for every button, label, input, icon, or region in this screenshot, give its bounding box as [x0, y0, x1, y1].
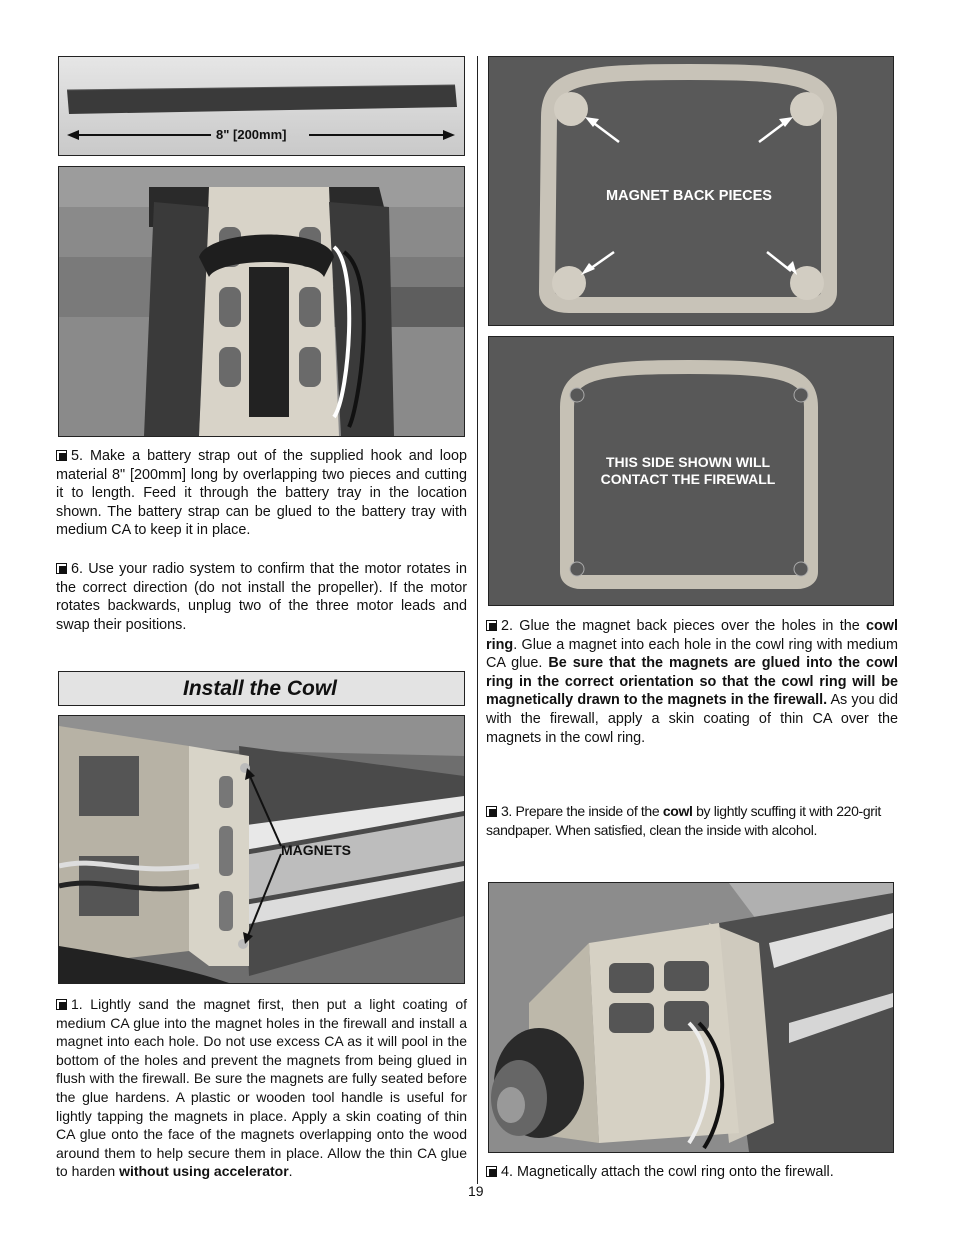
column-divider: [477, 56, 478, 1184]
magnet-back-pieces-label: MAGNET BACK PIECES: [606, 188, 772, 204]
section-title: Install the Cowl: [183, 677, 338, 700]
step-1-text: 1. Lightly sand the magnet first, then put a light coating of medium CA glue into the magnet holes in the firewall and install a magnet into each hole. Do not use excess CA as it will pool in the bottom of the holes and prevent the magnets from being glued in flush with the firewall. Be sure the magnets are fully seated before the glue hardens. A plastic or wooden tool handle is useful for lightly tapping the magnets in place. Apply a skin coating of thin CA glue onto the face of the magnets overlapping onto the wood around them to help secure them in place. Allow the thin CA glue to harden without using accelerator.: [56, 996, 467, 1180]
photo-magnet-back-pieces: [488, 56, 894, 326]
photo-firewall-side: [488, 336, 894, 606]
page-number: 19: [468, 1183, 484, 1199]
photo-cowl-ring-attached: [488, 882, 894, 1153]
cowl-attached-illustration: [489, 883, 893, 1152]
step-1-checkbox-icon[interactable]: [56, 999, 67, 1010]
firewall-side-label-line1: THIS SIDE SHOWN WILL: [605, 454, 771, 470]
firewall-illustration: [59, 716, 464, 983]
step-6-checkbox-icon[interactable]: [56, 563, 67, 574]
magnets-label: MAGNETS: [281, 842, 351, 858]
step-5-checkbox-icon[interactable]: [56, 450, 67, 461]
firewall-side-label-line2: CONTACT THE FIREWALL: [600, 471, 776, 487]
step-2-checkbox-icon[interactable]: [486, 620, 497, 631]
section-heading: [58, 671, 465, 706]
cowl-ring-back-illustration: [489, 57, 893, 325]
battery-tray-illustration: [59, 167, 464, 436]
cowl-ring-front-illustration: [489, 337, 893, 605]
step-6-text: 6. Use your radio system to confirm that the motor rotates in the correct direction (do not install the propeller). If the motor rotates backwards, unplug two of the three motor leads and swap their positions.: [56, 561, 467, 633]
step-3-text: 3. Prepare the inside of the cowl by lightly scuffing it with 220-grit sandpaper. When satisfied, clean the inside with alcohol.: [486, 803, 881, 838]
step-4-text: 4. Magnetically attach the cowl ring onto the firewall.: [486, 1163, 898, 1182]
photo-firewall-magnets: [58, 715, 465, 984]
strip-length-label: 8" [200mm]: [216, 127, 287, 142]
step-2-text: 2. Glue the magnet back pieces over the holes in the cowl ring. Glue a magnet into each hole in the cowl ring with medium CA glue. Be sure that the magnets are glued into the cowl ring in the correct orientation so that the cowl ring will be magnetically drawn to the magnets in the firewall. As you did with the firewall, apply a skin coating of thin CA over the magnets in the cowl ring.: [486, 618, 898, 746]
step-5-text: 5. Make a battery strap out of the supplied hook and loop material 8" [200mm] long by overlapping two pieces and cutting it to length. Feed it through the battery tray in the location shown. The battery strap can be glued to the battery tray with medium CA to keep it in place.: [56, 448, 467, 539]
step-4-checkbox-icon[interactable]: [486, 1166, 497, 1177]
step-3-checkbox-icon[interactable]: [486, 806, 497, 817]
photo-hook-loop-strip: [58, 56, 465, 156]
photo-battery-strap: [58, 166, 465, 437]
